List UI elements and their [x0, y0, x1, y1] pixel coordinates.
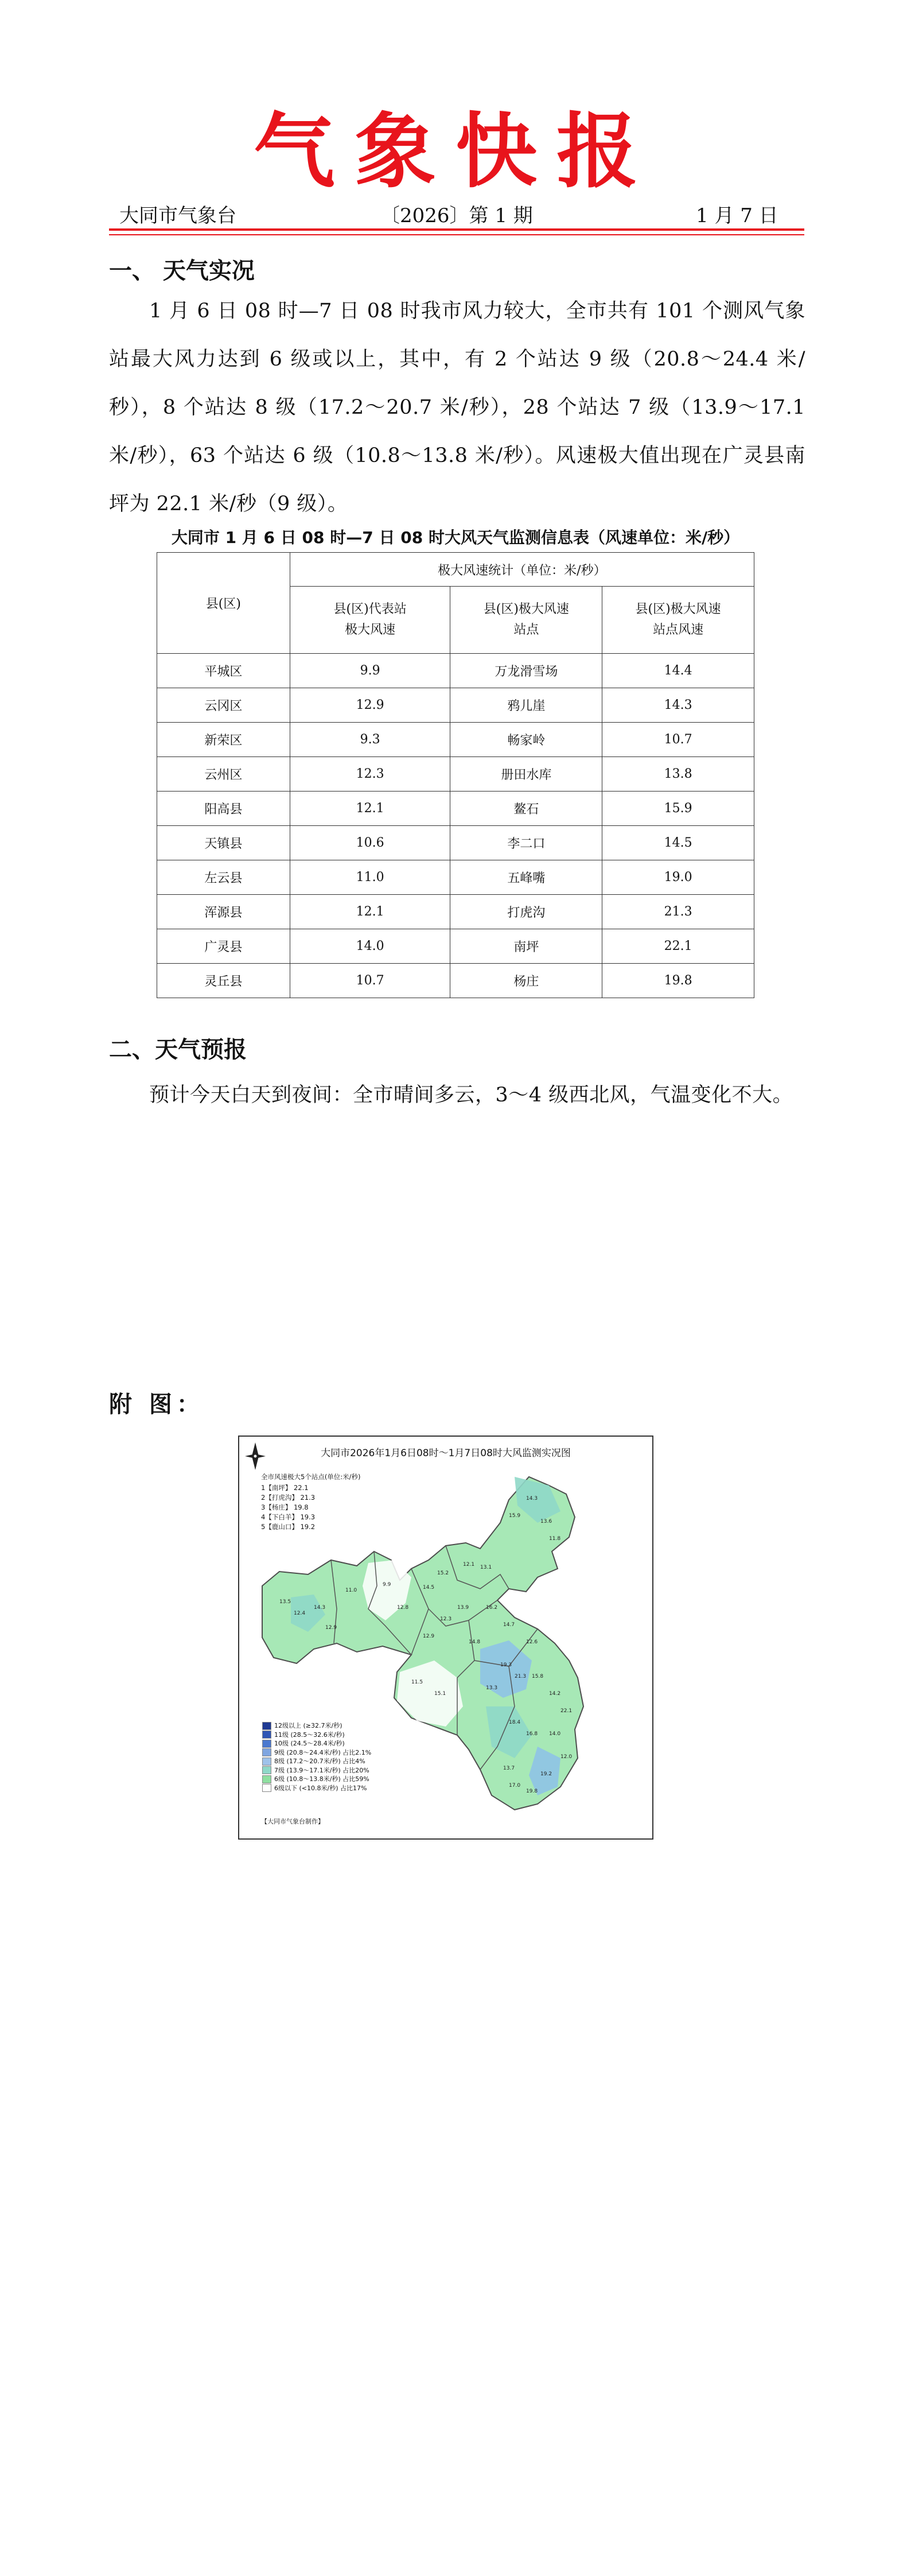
table-row: 平城区 9.9 万龙滑雪场 14.4	[157, 654, 754, 688]
col-site-header: 县(区)极大风速 站点	[450, 587, 602, 654]
wind-table	[157, 552, 754, 998]
legend-item: 12级以上 (≥32.7米/秒)	[262, 1721, 371, 1731]
section-heading-observation: 一、 天气实况	[109, 257, 255, 284]
legend-swatch	[262, 1758, 271, 1766]
table-row: 广灵县 14.0 南坪 22.1	[157, 929, 754, 964]
top5-list	[261, 1472, 361, 1532]
station-value-label: 19.2	[540, 1771, 552, 1777]
station-value-label: 13.6	[540, 1519, 552, 1524]
station-value-label: 12.9	[423, 1634, 435, 1639]
station-value-label: 12.0	[560, 1754, 573, 1760]
station-value-label: 22.1	[560, 1708, 573, 1714]
col-county-header: 县(区)	[157, 553, 290, 654]
top5-item: 2【打虎沟】 21.3	[261, 1493, 316, 1502]
legend-item: 6级 (10.8～13.8米/秒) 占比59%	[262, 1775, 371, 1784]
station-value-label: 14.3	[314, 1605, 326, 1611]
station-value-label: 12.6	[526, 1639, 538, 1645]
station-value-label: 19.3	[500, 1662, 512, 1668]
station-value-label: 11.0	[345, 1588, 357, 1593]
legend-swatch	[262, 1766, 271, 1774]
legend-swatch	[262, 1722, 271, 1730]
station-value-label: 9.9	[383, 1582, 391, 1588]
legend-item: 7级 (13.9～17.1米/秒) 占比20%	[262, 1766, 371, 1775]
header-rule-thin	[109, 234, 804, 235]
station-value-label: 13.3	[486, 1685, 498, 1691]
table-row: 浑源县 12.1 打虎沟 21.3	[157, 895, 754, 929]
legend-item: 11级 (28.5～32.6米/秒)	[262, 1731, 371, 1740]
station-value-label: 14.8	[469, 1639, 481, 1645]
station-value-label: 14.2	[549, 1691, 561, 1697]
station-value-label: 14.7	[503, 1622, 515, 1628]
col-site-speed-header: 县(区)极大风速 站点风速	[602, 587, 754, 654]
top5-item: 5【鹿山口】 19.2	[261, 1523, 316, 1531]
section-heading-forecast: 二、天气预报	[109, 1036, 247, 1063]
station-value-label: 14.0	[549, 1731, 561, 1737]
station-value-label: 17.0	[509, 1783, 521, 1789]
station-value-label: 12.1	[463, 1562, 475, 1568]
table-row: 新荣区 9.3 畅家岭 10.7	[157, 723, 754, 757]
station-value-label: 18.4	[509, 1720, 521, 1725]
group-header: 极大风速统计（单位：米/秒）	[290, 553, 754, 587]
top5-item: 4【下白羊】 19.3	[261, 1513, 316, 1521]
station-value-label: 15.9	[509, 1513, 521, 1519]
map-legend	[262, 1721, 371, 1793]
station-value-label: 14.5	[423, 1585, 435, 1590]
wind-map-figure	[238, 1436, 653, 1840]
station-value-label: 19.8	[526, 1789, 538, 1794]
forecast-paragraph: 预计今天白天到夜间：全市晴间多云，3～4 级西北风，气温变化不大。	[149, 1084, 793, 1107]
station-value-label: 12.9	[325, 1625, 337, 1631]
col-rep-header: 县(区)代表站 极大风速	[290, 587, 450, 654]
legend-swatch	[262, 1784, 271, 1792]
station-value-label: 12.3	[440, 1616, 452, 1622]
map-credit: 【大同市气象台制作】	[261, 1818, 324, 1825]
table-title: 大同市 1 月 6 日 08 时—7 日 08 时大风天气监测信息表（风速单位：米/秒）	[171, 528, 740, 547]
station-value-label: 21.3	[515, 1674, 527, 1679]
top5-item: 1【南坪】 22.1	[261, 1484, 309, 1492]
table-row: 阳高县 12.1 鳌石 15.9	[157, 792, 754, 826]
issue-date: 1 月 7 日	[696, 204, 778, 227]
station-value-label: 15.2	[437, 1570, 449, 1576]
station-value-label: 15.1	[434, 1691, 446, 1697]
table-row: 云州区 12.3 册田水库 13.8	[157, 757, 754, 792]
station-value-label: 13.5	[279, 1599, 291, 1605]
station-value-label: 11.8	[549, 1536, 561, 1542]
map-title: 大同市2026年1月6日08时～1月7日08时大风监测实况图	[321, 1448, 571, 1459]
station-value-label: 11.5	[411, 1679, 423, 1685]
issue-info-row	[119, 200, 796, 227]
legend-item: 6级以下 (<10.8米/秒) 占比17%	[262, 1784, 371, 1793]
legend-swatch	[262, 1748, 271, 1756]
station-value-label: 16.8	[526, 1731, 538, 1737]
station-value-label: 13.1	[480, 1565, 492, 1570]
top5-header: 全市风速极大5个站点(单位:米/秒)	[261, 1473, 361, 1481]
station-value-label: 15.8	[532, 1674, 544, 1679]
table-row: 天镇县 10.6 李二口 14.5	[157, 826, 754, 860]
top5-item: 3【杨庄】 19.8	[261, 1503, 309, 1511]
header-rule-thick	[109, 228, 804, 231]
legend-swatch	[262, 1775, 271, 1783]
station-value-label: 13.7	[503, 1766, 515, 1771]
station-value-label: 12.8	[397, 1605, 409, 1611]
legend-swatch	[262, 1731, 271, 1739]
table-row: 灵丘县 10.7 杨庄 19.8	[157, 964, 754, 998]
issuer: 大同市气象台	[119, 204, 236, 227]
legend-item: 10级 (24.5～28.4米/秒)	[262, 1739, 371, 1748]
legend-item: 8级 (17.2～20.7米/秒) 占比4%	[262, 1757, 371, 1766]
issue-number: 〔2026〕第 1 期	[380, 204, 533, 227]
appendix-label: 附 图：	[109, 1391, 204, 1418]
station-value-label: 14.3	[526, 1496, 538, 1502]
station-value-label: 12.4	[294, 1611, 306, 1616]
observation-paragraph: 1 月 6 日 08 时—7 日 08 时我市风力较大，全市共有 101 个测风气象站最大风力达到 6 级或以上，其中，有 2 个站达 9 级（20.8～24.4 米/秒），8 个站达 8 级（17.2～20.7 米/秒），28 个站达 7 级（13.9～17.1 米/秒），63 个站达 6 级（10.8～13.8 米/秒）。风速极大值出现在广灵县南坪为 22.1 米/秒（9 级）。	[109, 300, 805, 515]
table-row: 云冈区 12.9 鸦儿崖 14.3	[157, 688, 754, 723]
table-row: 左云县 11.0 五峰嘴 19.0	[157, 860, 754, 895]
masthead-title: 气象快报	[254, 104, 657, 199]
legend-swatch	[262, 1740, 271, 1748]
legend-item: 9级 (20.8～24.4米/秒) 占比2.1%	[262, 1748, 371, 1758]
station-value-label: 16.2	[486, 1605, 498, 1611]
station-value-label: 13.9	[457, 1605, 469, 1611]
